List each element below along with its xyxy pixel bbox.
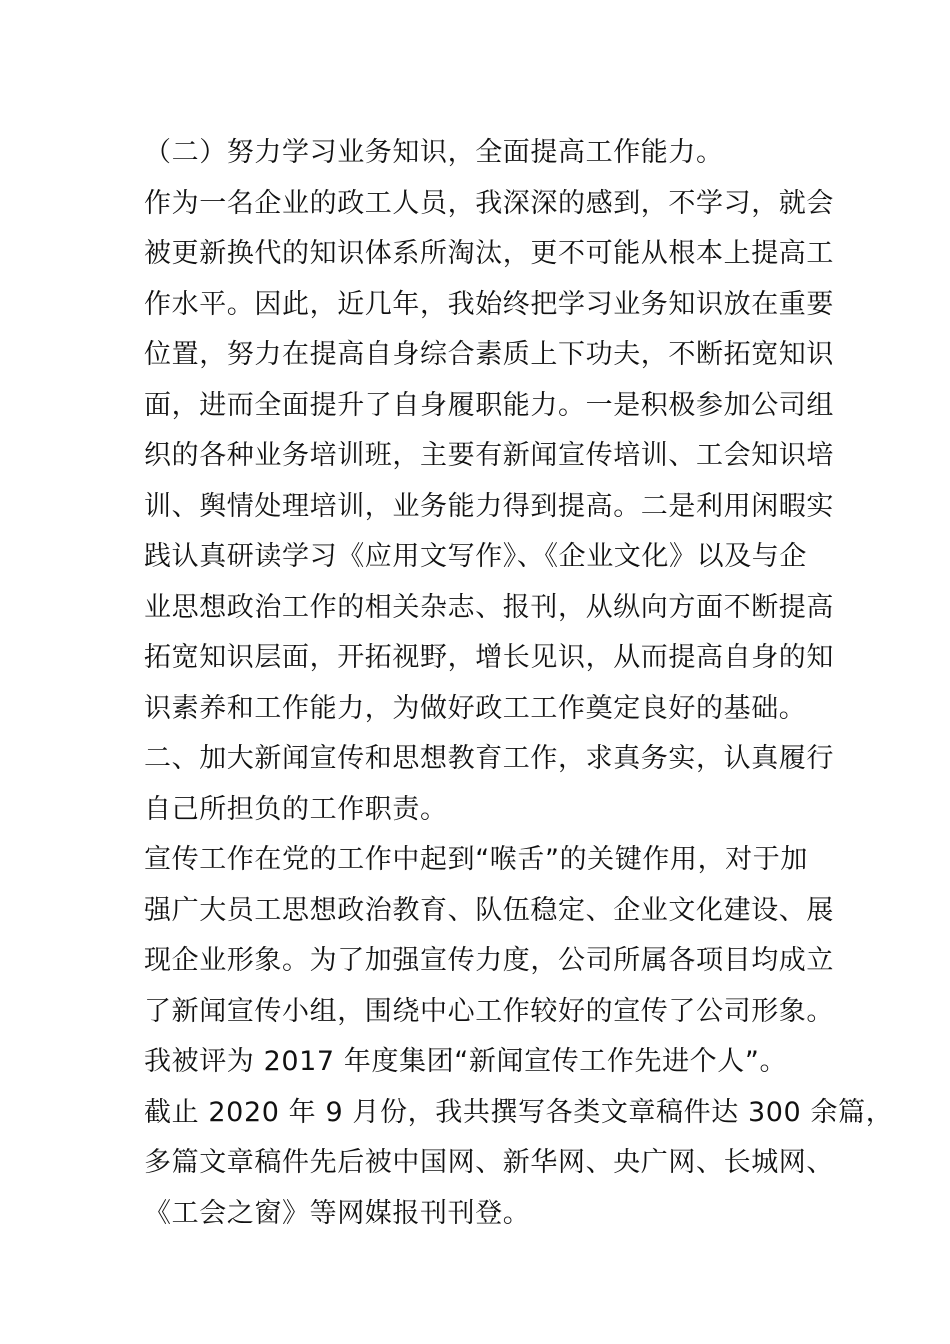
paragraph-line: 作水平。因此，近几年，我始终把学习业务知识放在重要 [144,288,834,320]
section-heading-two-cont: 自己所担负的工作职责。 [144,793,448,825]
paragraph-line: 位置，努力在提高自身综合素质上下功夫，不断拓宽知识 [144,339,834,370]
paragraph-line: 宣传工作在党的工作中起到“喉舌”的关键作用，对于加 [144,844,808,875]
paragraph-line: 业思想政治工作的相关杂志、报刊，从纵向方面不断提高 [144,591,834,623]
paragraph-line: 截止 2020 年 9 月份，我共撰写各类文章稿件达 300 余篇， [144,1096,894,1128]
paragraph-line: 多篇文章稿件先后被中国网、新华网、央广网、长城网、 [144,1147,834,1178]
paragraph-line: 拓宽知识层面，开拓视野，增长见识，从而提高自身的知 [144,642,834,673]
paragraph-line: 现企业形象。为了加强宣传力度，公司所属各项目均成立 [144,945,834,976]
section-heading-two: 二、加大新闻宣传和思想教育工作，求真务实，认真履行 [144,743,834,774]
section-heading-2: （二）努力学习业务知识，全面提高工作能力。 [144,137,724,168]
paragraph-line: 作为一名企业的政工人员，我深深的感到，不学习，就会 [144,187,834,219]
paragraph-line: 践认真研读学习《应用文写作》、《企业文化》以及与企 [144,541,807,572]
paragraph-line: 织的各种业务培训班，主要有新闻宣传培训、工会知识培 [144,440,834,471]
paragraph-line: 被更新换代的知识体系所淘汰，更不可能从根本上提高工 [144,238,834,269]
paragraph-line: 强广大员工思想政治教育、队伍稳定、企业文化建设、展 [144,894,834,926]
paragraph-line: 训、舆情处理培训，业务能力得到提高。二是利用闲暇实 [144,490,834,522]
paragraph-line: 《工会之窗》等网媒报刊刊登。 [144,1197,531,1229]
paragraph-line: 面，进而全面提升了自身履职能力。一是积极参加公司组 [144,389,834,421]
paragraph-line: 我被评为 2017 年度集团“新闻宣传工作先进个人”。 [144,1046,788,1077]
paragraph-line: 了新闻宣传小组，围绕中心工作较好的宣传了公司形象。 [144,995,834,1027]
paragraph-line: 识素养和工作能力，为做好政工工作奠定良好的基础。 [144,692,807,724]
document-body [144,128,894,1239]
